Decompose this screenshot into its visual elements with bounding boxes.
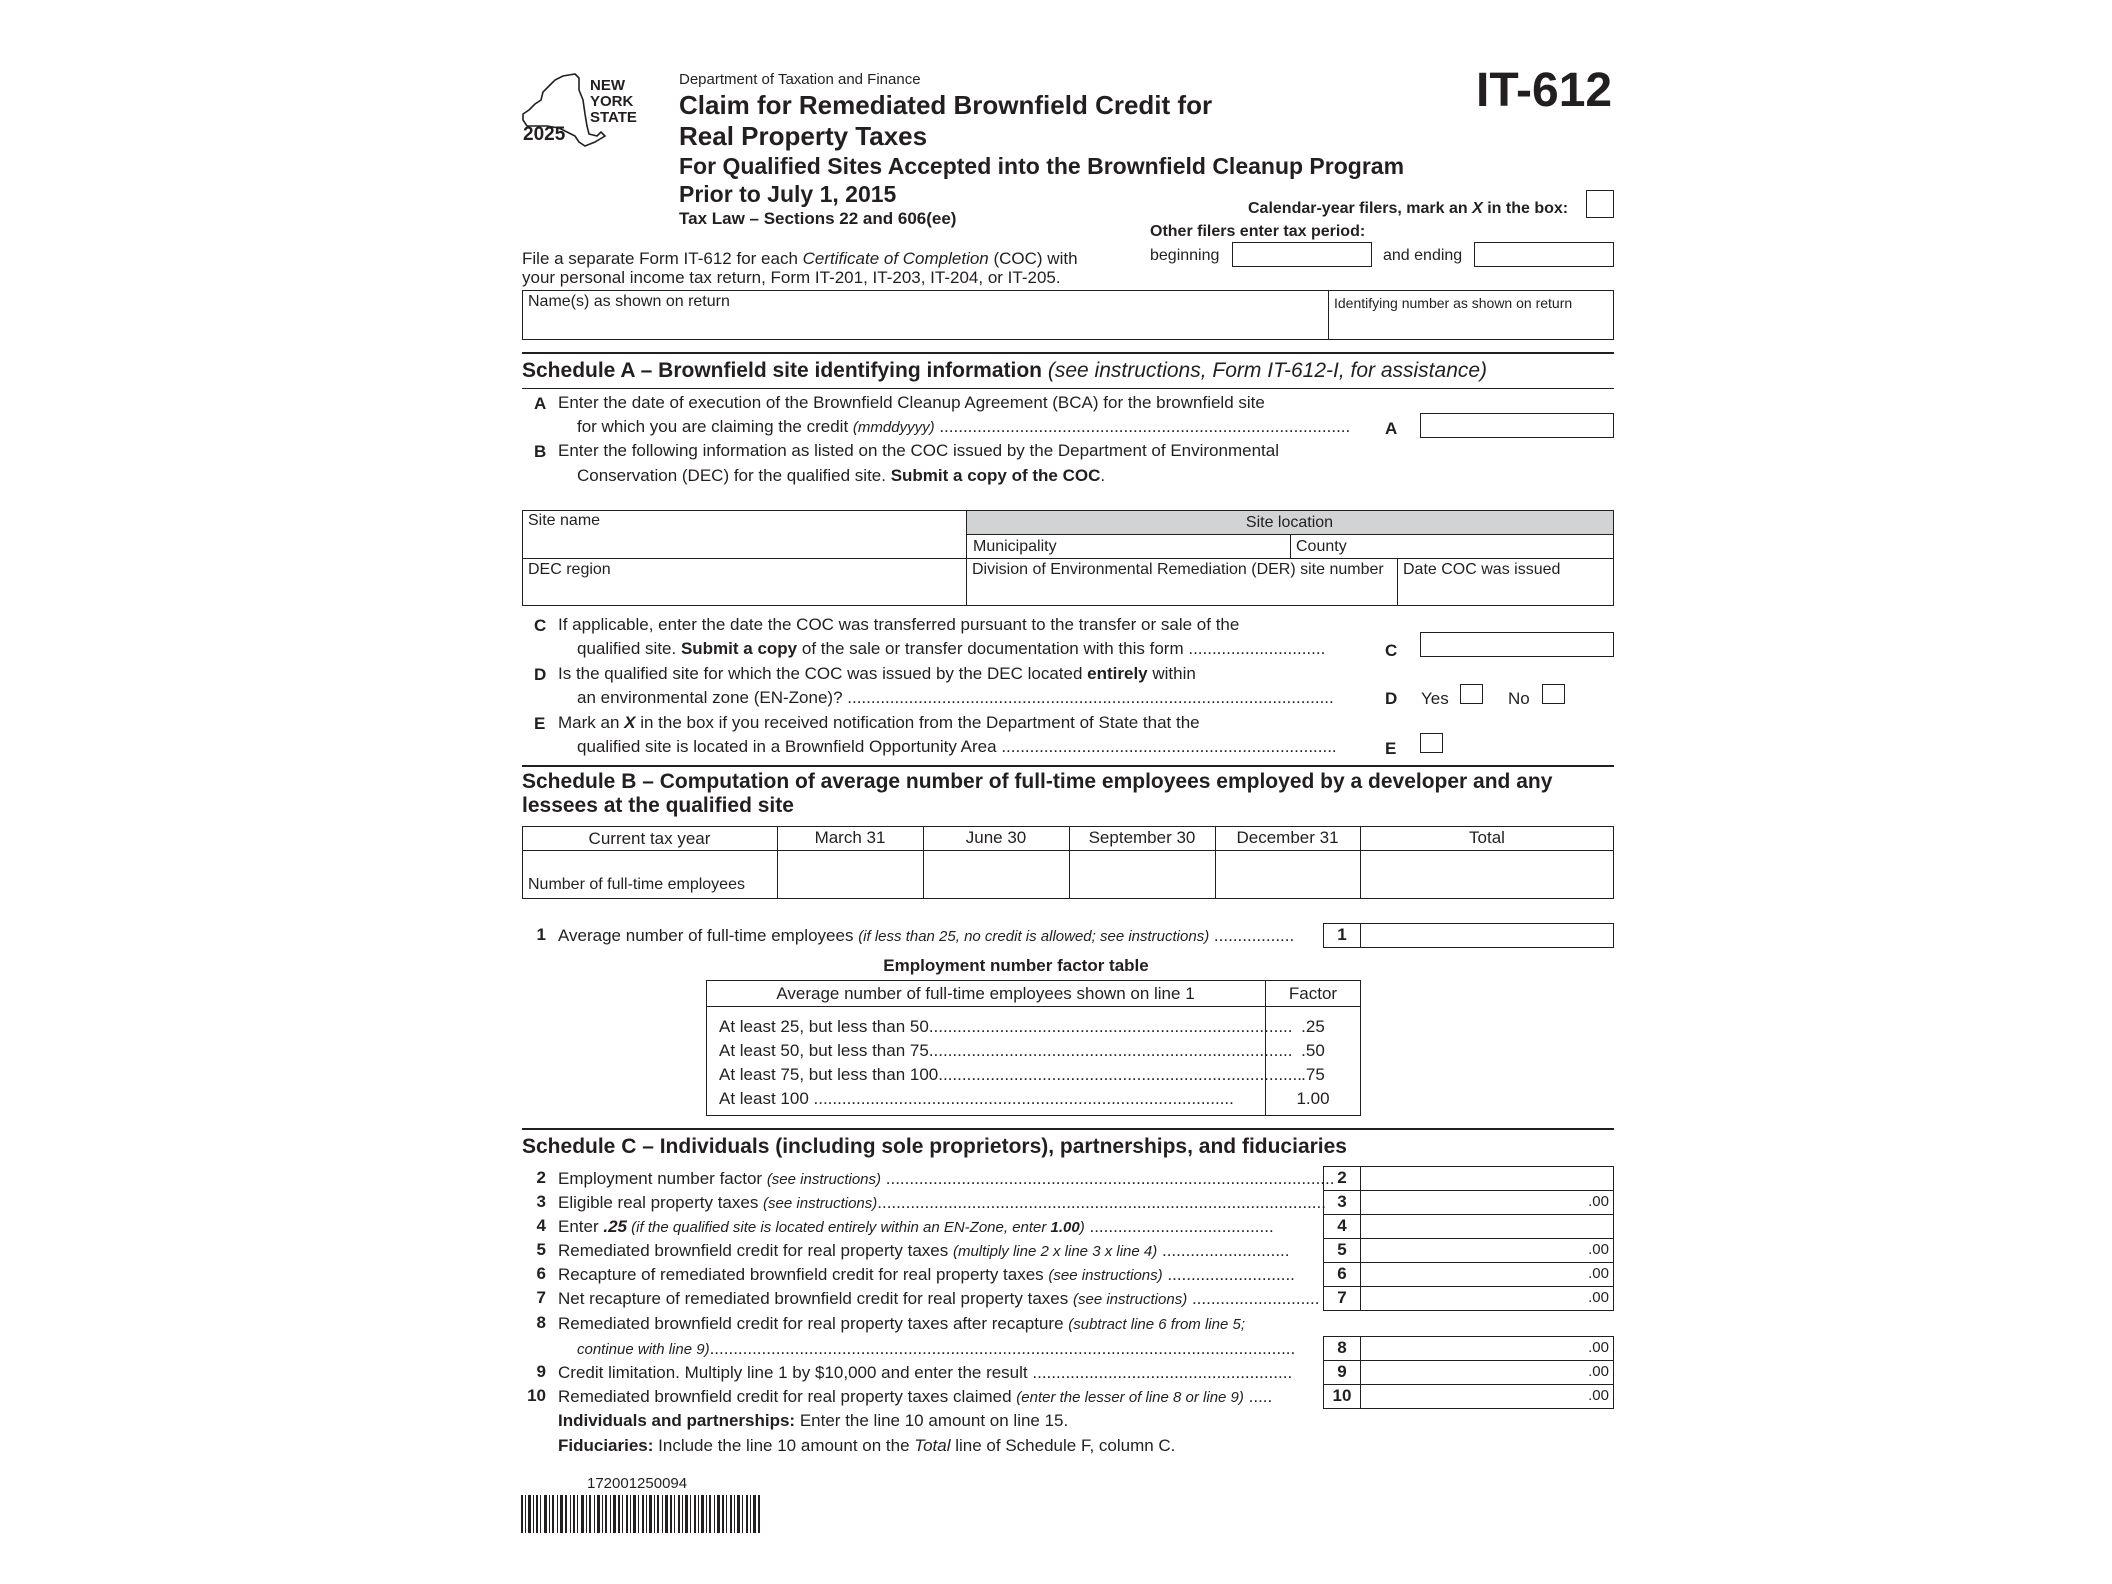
col-march-31: March 31 bbox=[814, 828, 886, 847]
employees-row-label: Number of full-time employees bbox=[528, 876, 745, 893]
line-e-text-2: qualified site is located in a Brownfield Opportunity Area ....................................................................... bbox=[577, 737, 1337, 756]
line-9-box-label: 9 bbox=[1323, 1360, 1361, 1385]
schedule-a-title: Schedule A – Brownfield site identifying information (see instructions, Form IT-612-I, for assistance) bbox=[522, 359, 1488, 382]
employees-table-header-rule bbox=[522, 850, 1614, 851]
period-beginning-input[interactable] bbox=[1232, 242, 1372, 267]
col-june-30: June 30 bbox=[965, 828, 1027, 847]
form-number: IT-612 bbox=[1476, 64, 1613, 117]
employees-september-input[interactable] bbox=[1071, 852, 1213, 897]
line-7-number: 7 bbox=[536, 1288, 546, 1307]
line-a-marker: A bbox=[1385, 419, 1398, 438]
col-december-31: December 31 bbox=[1236, 828, 1339, 847]
line-8-text-2: continue with line 9)............................................................................................................................ bbox=[577, 1339, 1296, 1358]
line-5-number: 5 bbox=[536, 1240, 546, 1259]
coc-transfer-date-input[interactable] bbox=[1420, 632, 1614, 657]
form-title-line2: Real Property Taxes bbox=[679, 121, 928, 151]
line-2-box-label: 2 bbox=[1323, 1166, 1361, 1191]
line-9-cents: .00 bbox=[1588, 1363, 1609, 1380]
line-e-text: Mark an X in the box if you received notification from the Department of State that the bbox=[558, 713, 1200, 732]
state-name-line2: YORK bbox=[590, 93, 634, 110]
line-8-box-label: 8 bbox=[1323, 1336, 1361, 1361]
line-4-box-label: 4 bbox=[1323, 1214, 1361, 1239]
line-8-input[interactable] bbox=[1360, 1336, 1614, 1361]
calendar-year-checkbox[interactable] bbox=[1586, 190, 1614, 218]
dec-region-input[interactable] bbox=[524, 580, 964, 604]
line-a-text-2: for which you are claiming the credit (mmddyyyy) ....................................................................................... bbox=[577, 417, 1351, 436]
line-b-text-2: Conservation (DEC) for the qualified site. Submit a copy of the COC. bbox=[577, 466, 1106, 485]
site-table-mid-rule bbox=[522, 558, 1614, 559]
period-ending-input[interactable] bbox=[1474, 242, 1614, 267]
ending-label: and ending bbox=[1383, 247, 1463, 264]
line-1-box-label: 1 bbox=[1323, 923, 1361, 948]
barcode-number: 172001250094 bbox=[587, 1475, 688, 1492]
line-5-box-label: 5 bbox=[1323, 1238, 1361, 1263]
line-1-number: 1 bbox=[536, 925, 546, 944]
factor-col-average: Average number of full-time employees shown on line 1 bbox=[776, 984, 1195, 1003]
line-6-input[interactable] bbox=[1360, 1262, 1614, 1287]
identifying-number-label: Identifying number as shown on return bbox=[1334, 295, 1573, 311]
brownfield-opportunity-checkbox[interactable] bbox=[1420, 733, 1443, 753]
site-name-input[interactable] bbox=[524, 532, 964, 556]
line-8-text: Remediated brownfield credit for real property taxes after recapture (subtract line 6 from line 5; bbox=[558, 1314, 1245, 1333]
bca-date-input[interactable] bbox=[1420, 413, 1614, 438]
line-e-marker: E bbox=[1385, 739, 1397, 758]
line-d-letter: D bbox=[534, 665, 547, 684]
factor-row-label: At least 25, but less than 50............................................................................. bbox=[719, 1017, 1293, 1036]
en-zone-yes-checkbox[interactable] bbox=[1460, 684, 1483, 704]
form-subtitle-line2: Prior to July 1, 2015 bbox=[679, 181, 897, 207]
line-10-text: Remediated brownfield credit for real property taxes claimed (enter the lesser of line 8 or line 9) ..... bbox=[558, 1387, 1273, 1406]
line-6-cents: .00 bbox=[1588, 1265, 1609, 1282]
factor-row-value: .75 bbox=[1301, 1065, 1325, 1084]
line-6-box-label: 6 bbox=[1323, 1262, 1361, 1287]
municipality-input[interactable] bbox=[968, 548, 1288, 558]
schedule-a-title-rule bbox=[522, 388, 1614, 389]
factor-row-label: At least 100 ......................................................................................... bbox=[719, 1089, 1234, 1108]
col-current-tax-year: Current tax year bbox=[588, 829, 711, 848]
line-10-number: 10 bbox=[527, 1386, 546, 1405]
file-separate-instruction: File a separate Form IT-612 for each Certificate of Completion (COC) with bbox=[522, 249, 1078, 268]
line-10-input[interactable] bbox=[1360, 1384, 1614, 1409]
line-7-input[interactable] bbox=[1360, 1286, 1614, 1311]
line-3-cents: .00 bbox=[1588, 1193, 1609, 1210]
line-3-number: 3 bbox=[536, 1192, 546, 1211]
line-10-box-label: 10 bbox=[1323, 1384, 1361, 1409]
line-a-letter: A bbox=[534, 394, 547, 413]
schedule-b-title-2: lessees at the qualified site bbox=[522, 794, 794, 817]
line-2-text: Employment number factor (see instructions) ............................................................................................... bbox=[558, 1169, 1335, 1188]
factor-row-label: At least 50, but less than 75............................................................................. bbox=[719, 1041, 1293, 1060]
line-8-cents: .00 bbox=[1588, 1339, 1609, 1356]
employees-march-input[interactable] bbox=[779, 852, 921, 897]
factor-col-factor: Factor bbox=[1288, 984, 1338, 1003]
schedule-b-title: Schedule B – Computation of average number of full-time employees employed by a developer and any bbox=[522, 770, 1553, 793]
line-10-cents: .00 bbox=[1588, 1387, 1609, 1404]
line-7-text: Net recapture of remediated brownfield credit for real property taxes (see instructions) ........................... bbox=[558, 1289, 1320, 1308]
factor-row-label: At least 75, but less than 100............................................................................. bbox=[719, 1065, 1302, 1084]
form-title-line1: Claim for Remediated Brownfield Credit for bbox=[679, 90, 1213, 120]
col-september-30: September 30 bbox=[1088, 828, 1196, 847]
file-separate-instruction-2: your personal income tax return, Form IT-201, IT-203, IT-204, or IT-205. bbox=[522, 268, 1061, 287]
department-name: Department of Taxation and Finance bbox=[679, 71, 921, 88]
line-c-text-2: qualified site. Submit a copy of the sale or transfer documentation with this form ............................. bbox=[577, 639, 1326, 658]
line-7-cents: .00 bbox=[1588, 1289, 1609, 1306]
county-input[interactable] bbox=[1292, 548, 1612, 558]
factor-row-value: 1.00 bbox=[1296, 1089, 1330, 1108]
line-c-marker: C bbox=[1385, 641, 1398, 660]
fiduciaries-note: Fiduciaries: Include the line 10 amount on the Total line of Schedule F, column C. bbox=[558, 1436, 1176, 1455]
line-c-text: If applicable, enter the date the COC was transferred pursuant to the transfer or sale of the bbox=[558, 615, 1240, 634]
line-3-text: Eligible real property taxes (see instructions)............................................................................................... bbox=[558, 1193, 1326, 1212]
line-e-letter: E bbox=[534, 714, 546, 733]
county-label: County bbox=[1296, 538, 1347, 555]
site-location-label: Site location bbox=[1245, 514, 1334, 531]
line-a-text: Enter the date of execution of the Brownfield Cleanup Agreement (BCA) for the brownfield site bbox=[558, 393, 1265, 412]
line-4-number: 4 bbox=[536, 1216, 546, 1235]
date-coc-label: Date COC was issued bbox=[1403, 561, 1561, 578]
calendar-year-instruction: Calendar-year filers, mark an X in the box: bbox=[1248, 200, 1569, 217]
der-date-divider bbox=[1397, 558, 1398, 606]
names-label: Name(s) as shown on return bbox=[528, 293, 730, 310]
line-d-marker: D bbox=[1385, 689, 1398, 708]
factor-row-value: .50 bbox=[1301, 1041, 1325, 1060]
employees-december-input[interactable] bbox=[1217, 852, 1358, 897]
line-b-text: Enter the following information as listed on the COC issued by the Department of Environmental bbox=[558, 441, 1279, 460]
der-number-input[interactable] bbox=[968, 580, 1395, 604]
line-5-text: Remediated brownfield credit for real property taxes (multiply line 2 x line 3 x line 4) ........................... bbox=[558, 1241, 1290, 1260]
yes-label: Yes bbox=[1421, 689, 1449, 708]
line-d-text-2: an environmental zone (EN-Zone)? ....................................................................................................... bbox=[577, 688, 1334, 707]
employees-june-input[interactable] bbox=[925, 852, 1067, 897]
line-b-letter: B bbox=[534, 442, 547, 461]
line-1-input[interactable] bbox=[1360, 923, 1614, 948]
individuals-partnerships-note: Individuals and partnerships: Enter the line 10 amount on line 15. bbox=[558, 1411, 1069, 1430]
line-6-text: Recapture of remediated brownfield credit for real property taxes (see instructions) ........................... bbox=[558, 1265, 1295, 1284]
state-name-line3: STATE bbox=[590, 109, 637, 126]
line-c-letter: C bbox=[534, 616, 547, 635]
line-3-box-label: 3 bbox=[1323, 1190, 1361, 1215]
no-label: No bbox=[1508, 689, 1530, 708]
barcode-image bbox=[521, 1495, 761, 1533]
line-4-text: Enter .25 (if the qualified site is located entirely within an EN-Zone, enter 1.00) ....................................... bbox=[558, 1217, 1274, 1236]
der-number-label: Division of Environmental Remediation (DER) site number bbox=[972, 561, 1384, 578]
schedule-b-rule bbox=[522, 765, 1614, 767]
line-9-text: Credit limitation. Multiply line 1 by $10,000 and enter the result ....................................................... bbox=[558, 1363, 1293, 1382]
line-9-input[interactable] bbox=[1360, 1360, 1614, 1385]
line-6-number: 6 bbox=[536, 1264, 546, 1283]
schedule-a-rule bbox=[522, 352, 1614, 354]
line-8-number: 8 bbox=[536, 1313, 546, 1332]
line-1-text: Average number of full-time employees (if less than 25, no credit is allowed; see instructions) ................. bbox=[558, 926, 1295, 945]
line-2-number: 2 bbox=[536, 1168, 546, 1187]
municipality-label: Municipality bbox=[973, 538, 1057, 555]
line-2-input[interactable] bbox=[1360, 1166, 1614, 1191]
employees-total-input[interactable] bbox=[1362, 852, 1612, 897]
line-5-input[interactable] bbox=[1360, 1238, 1614, 1263]
state-name-line1: NEW bbox=[590, 77, 625, 94]
other-filers-label: Other filers enter tax period: bbox=[1150, 223, 1366, 240]
col-total: Total bbox=[1469, 828, 1505, 847]
line-7-box-label: 7 bbox=[1323, 1286, 1361, 1311]
beginning-label: beginning bbox=[1150, 247, 1220, 264]
line-9-number: 9 bbox=[536, 1362, 546, 1381]
tax-law-reference: Tax Law – Sections 22 and 606(ee) bbox=[679, 209, 957, 228]
schedule-c-title: Schedule C – Individuals (including sole proprietors), partnerships, and fiduciaries bbox=[522, 1135, 1347, 1158]
site-name-label: Site name bbox=[528, 512, 601, 529]
dec-region-label: DEC region bbox=[528, 561, 611, 578]
line-d-text: Is the qualified site for which the COC was issued by the DEC located entirely within bbox=[558, 664, 1196, 683]
form-subtitle-line1: For Qualified Sites Accepted into the Brownfield Cleanup Program bbox=[679, 153, 1405, 179]
line-5-cents: .00 bbox=[1588, 1241, 1609, 1258]
schedule-c-rule bbox=[522, 1128, 1614, 1130]
municipality-county-divider bbox=[1290, 534, 1291, 558]
factor-row-value: .25 bbox=[1301, 1017, 1325, 1036]
line-4-input[interactable] bbox=[1360, 1214, 1614, 1239]
date-coc-input[interactable] bbox=[1399, 580, 1612, 604]
en-zone-no-checkbox[interactable] bbox=[1542, 684, 1565, 704]
factor-table-title: Employment number factor table bbox=[883, 956, 1149, 975]
line-3-input[interactable] bbox=[1360, 1190, 1614, 1215]
tax-year: 2025 bbox=[523, 124, 566, 145]
factor-table-header-rule bbox=[706, 1006, 1361, 1007]
